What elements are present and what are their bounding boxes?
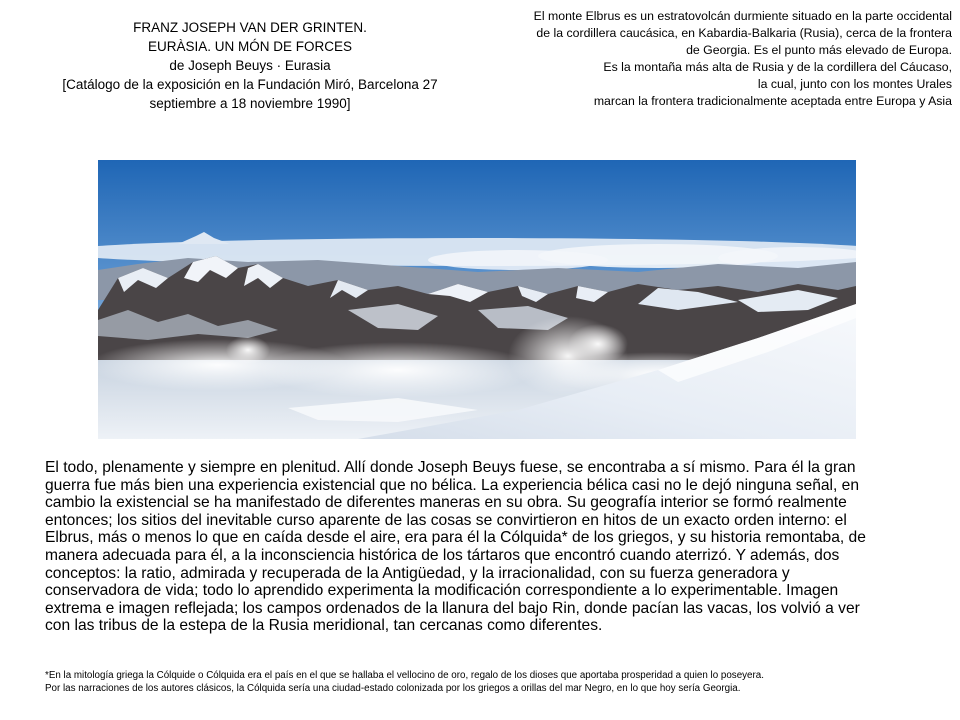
body-line: conceptos: la ratio, admirada y recuperada de la Antigüedad, y la irracionalidad, con su fuerza generadora y (45, 564, 790, 582)
title-line-exhibition: EURÀSIA. UN MÓN DE FORCES (147, 39, 353, 54)
elbrus-note-line: de la cordillera caucásica, en Kabardia-Balkaria (Rusia), cerca de la frontera (536, 26, 952, 40)
body-line: con las tribus de la estepa de la Rusia meridional, tan cercanas como diferentes. (45, 617, 603, 635)
title-line-subtitle: de Joseph Beuys · Eurasia (169, 58, 331, 73)
title-line-dates: septiembre a 18 noviembre 1990] (149, 96, 351, 111)
body-line: El todo, plenamente y siempre en plenitud. Allí donde Joseph Beuys fuese, se encontraba a sí mismo. Para él la gran (45, 459, 856, 476)
elbrus-note-line: marcan la frontera tradicionalmente aceptada entre Europa y Asia (593, 94, 952, 108)
body-line: guerra fue más bien una experiencia existencial que no bélica. La experiencia bélica casi no le dejó ninguna señal, en (45, 476, 860, 494)
footnote-line: Por las narraciones de los autores clásicos, la Cólquida sería una ciudad-estado colonizada por los griegos a orillas del mar Negro, en lo que hoy sería Georgia. (45, 683, 741, 694)
elbrus-note-line: El monte Elbrus es un estratovolcán durmiente situado en la parte occidental (533, 9, 952, 23)
elbrus-note-line: la cual, junto con los montes Urales (757, 77, 952, 91)
elbrus-note-line: Es la montaña más alta de Rusia y de la cordillera del Cáucaso, (603, 60, 952, 74)
body-line: extrema e imagen reflejada; los campos ordenados de la llanura del bajo Rin, donde pacían las vacas, los volvió a ver (45, 599, 860, 617)
title-line-catalog: [Catálogo de la exposición en la Fundación Miró, Barcelona 27 (62, 77, 438, 92)
title-block (30, 18, 470, 113)
body-line: manera adecuada para él, a la inconsciencia histórica de los tártaros que encontró cuando aterrizó. Y además, dos (45, 546, 840, 564)
body-line: cambio la existencial se ha manifestado de diferentes maneras en su obra. Su geografía interior se formó realmente (45, 494, 847, 512)
title-line-author: FRANZ JOSEPH VAN DER GRINTEN. (133, 20, 367, 35)
main-body-text (45, 459, 945, 635)
mountain-panorama-photo (98, 160, 856, 439)
elbrus-note-line: de Georgia. Es el punto más elevado de Europa. (686, 43, 952, 57)
body-line: conservadora de vida; todo lo aprendido experimenta la modificación correspondiente a lo experimentable. Imagen (45, 582, 839, 600)
footnote (45, 669, 950, 695)
footnote-line: *En la mitología griega la Cólquide o Cólquida era el país en el que se hallaba el vellocino de oro, regalo de los dioses que aportaba prosperidad a quien lo poseyera. (45, 670, 764, 681)
body-line: Elbrus, más o menos lo que en caída desde el aire, era para él la Cólquida* de los griegos, y su historia remontaba, de (45, 529, 866, 547)
elbrus-note (472, 8, 952, 110)
body-line: entonces; los sitios del inevitable curso aparente de las cosas se convirtieron en hitos de un exacto orden interno: el (45, 511, 847, 529)
